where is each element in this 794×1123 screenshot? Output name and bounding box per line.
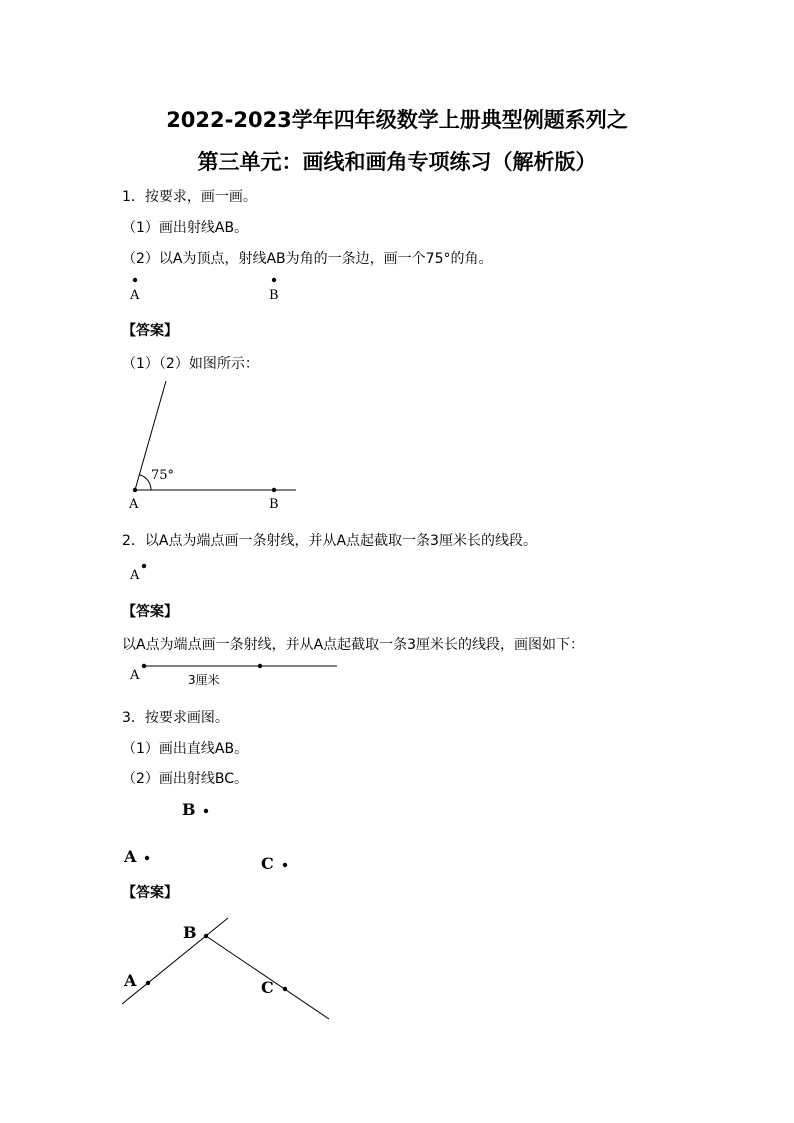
q3-part1: （1）画出直线AB。 [122,741,249,757]
q1-stem: 1．按要求，画一画。 [122,189,257,205]
q3-point-a [145,856,149,860]
q3-label-a: A [124,847,137,866]
q3-answer-line-ab [122,918,228,1004]
q3-answer-point-b [204,934,208,938]
q2-answer-point-a [142,664,146,668]
q2-answer-tag: 【答案】 [122,604,178,620]
q2-segment-label: 3厘米 [188,673,220,687]
q3-point-c [283,863,287,867]
q3-answer-point-a [146,981,150,985]
q3-answer-label-a: A [124,971,137,990]
q1-angle-label: 75° [151,468,175,483]
q3-answer-label-b: B [183,923,197,942]
q1-label-b: B [269,288,279,303]
q1-point-b [272,278,276,282]
q1-point-a [133,278,137,282]
q3-label-c: C [261,854,274,873]
q1-label-a: A [130,288,140,303]
q3-label-b: B [182,800,196,819]
q2-answer-segment-end [258,664,262,668]
q2-stem: 2．以A点为端点画一条射线，并从A点起截取一条3厘米长的线段。 [122,533,537,549]
q2-answer-text: 以A点为端点画一条射线，并从A点起截取一条3厘米长的线段，画图如下： [122,637,585,653]
document-title-line2: 第三单元：画线和画角专项练习（解析版） [197,150,597,174]
document-title-line1: 2022-2023学年四年级数学上册典型例题系列之 [166,108,628,132]
q2-answer-label-a: A [130,668,140,683]
q1-answer-text: （1）（2）如图所示： [122,356,259,372]
q1-angle-arc [139,475,151,490]
q2-label-a: A [130,568,140,583]
q3-stem: 3．按要求画图。 [122,710,229,726]
q3-answer-label-c: C [261,978,274,997]
q1-answer-label-b: B [269,497,279,512]
q1-answer-tag: 【答案】 [122,323,178,339]
q1-answer-label-a: A [129,497,139,512]
q3-part2: （2）画出射线BC。 [122,771,249,787]
q1-part2: （2）以A为顶点，射线AB为角的一条边，画一个75°的角。 [122,251,493,267]
q1-answer-point-a [133,488,137,492]
q1-part1: （1）画出射线AB。 [122,220,249,236]
q3-answer-point-c [283,987,287,991]
q1-answer-point-b [272,488,276,492]
q3-point-b [204,809,208,813]
q2-point-a [142,564,146,568]
q3-answer-tag: 【答案】 [122,885,178,901]
